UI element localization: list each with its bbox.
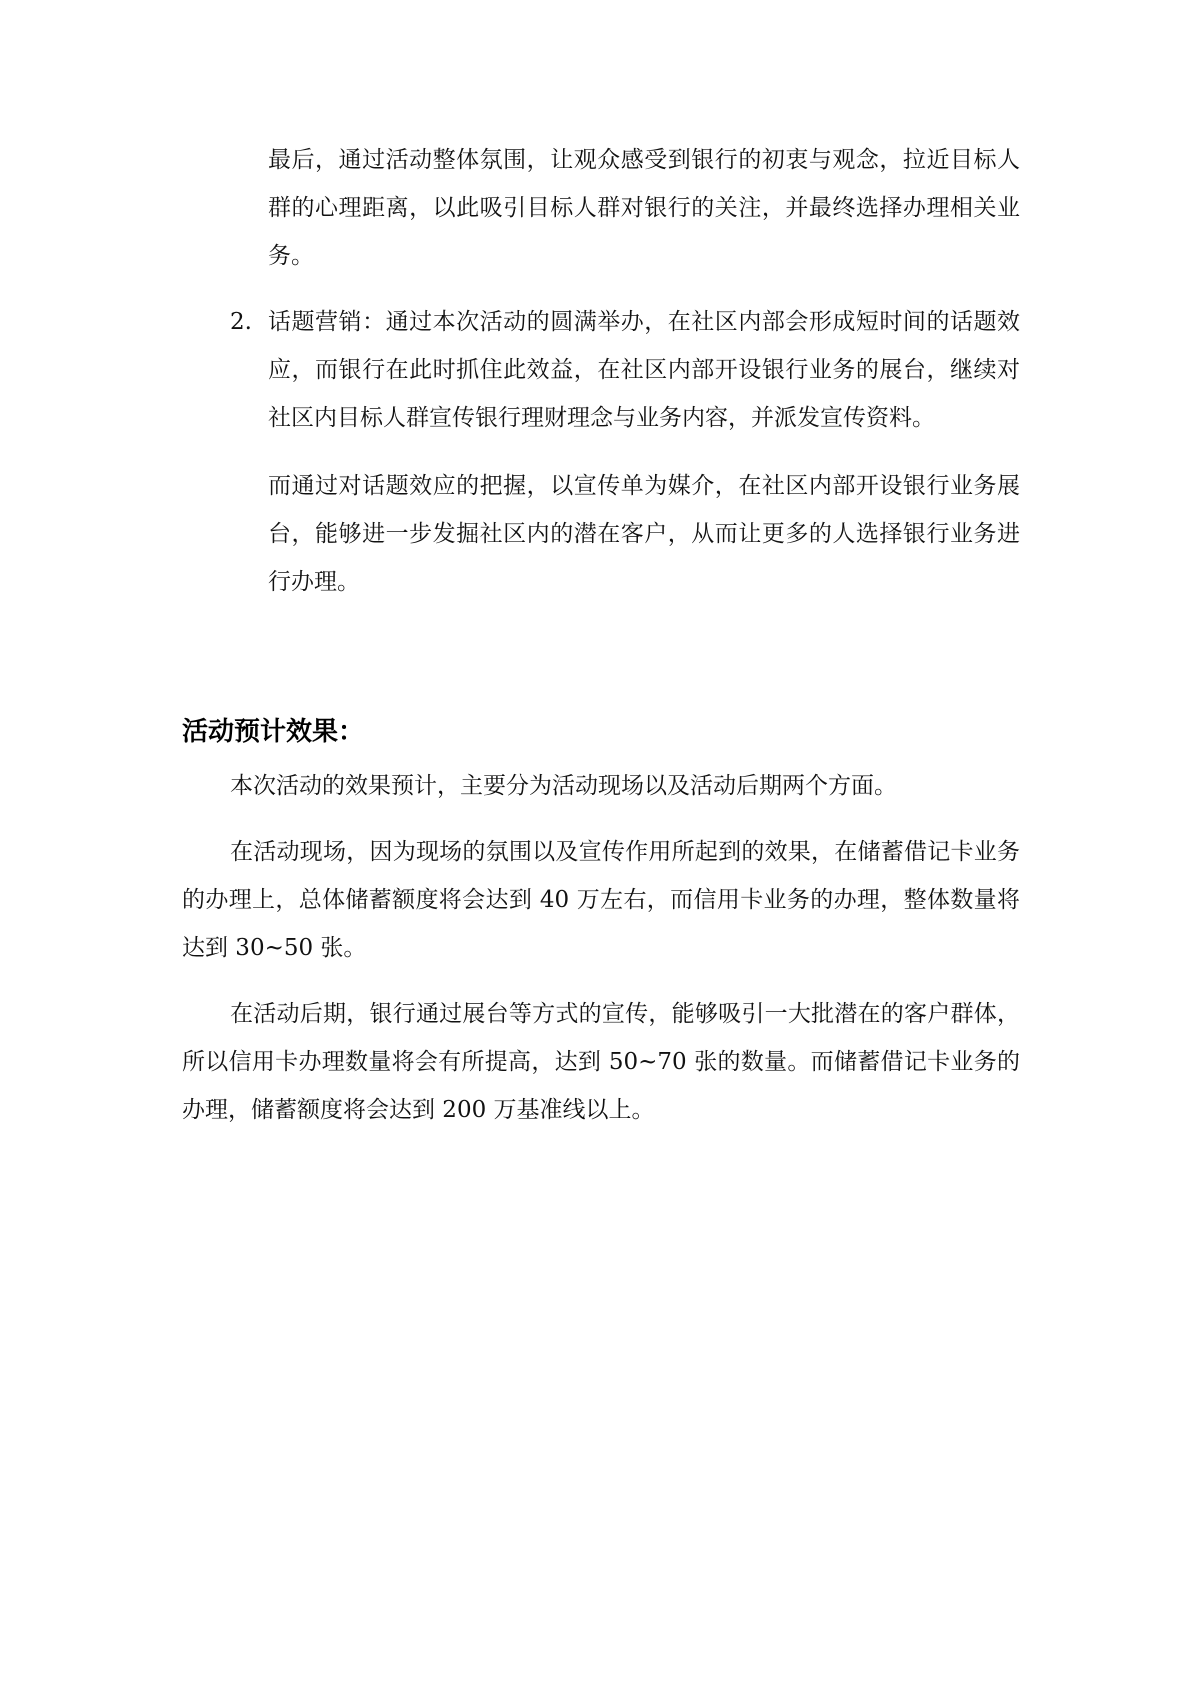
section-paragraph-1: 本次活动的效果预计，主要分为活动现场以及活动后期两个方面。 — [230, 773, 897, 799]
list-item-text: 话题营销：通过本次活动的圆满举办，在社区内部会形成短时间的话题效应，而银行在此时抓住此效益，在社区内部开设银行业务的展台，继续对社区内目标人群宣传银行理财理念与业务内容，并派发宣传资料。 — [268, 309, 1020, 431]
list-item-2 — [230, 298, 1020, 431]
section-paragraph-3: 在活动后期，银行通过展台等方式的宣传，能够吸引一大批潜在的客户群体，所以信用卡办理数量将会有所提高，达到 50~70 张的数量。而储蓄借记卡业务的办理，储蓄额度将会达到 200 万基准线以上。 — [182, 1001, 1020, 1123]
section-heading: 活动预计效果： — [182, 717, 365, 747]
list-item-followup-paragraph: 而通过对话题效应的把握，以宣传单为媒介，在社区内部开设银行业务展台，能够进一步发掘社区内的潜在客户，从而让更多的人选择银行业务进行办理。 — [268, 473, 1020, 595]
section-paragraph-2: 在活动现场，因为现场的氛围以及宣传作用所起到的效果，在储蓄借记卡业务的办理上，总体储蓄额度将会达到 40 万左右，而信用卡业务的办理，整体数量将达到 30~50 张。 — [182, 839, 1020, 961]
continuation-paragraph: 最后，通过活动整体氛围，让观众感受到银行的初衷与观念，拉近目标人群的心理距离，以此吸引目标人群对银行的关注，并最终选择办理相关业务。 — [268, 147, 1020, 269]
list-item-number: 2. — [230, 309, 252, 335]
